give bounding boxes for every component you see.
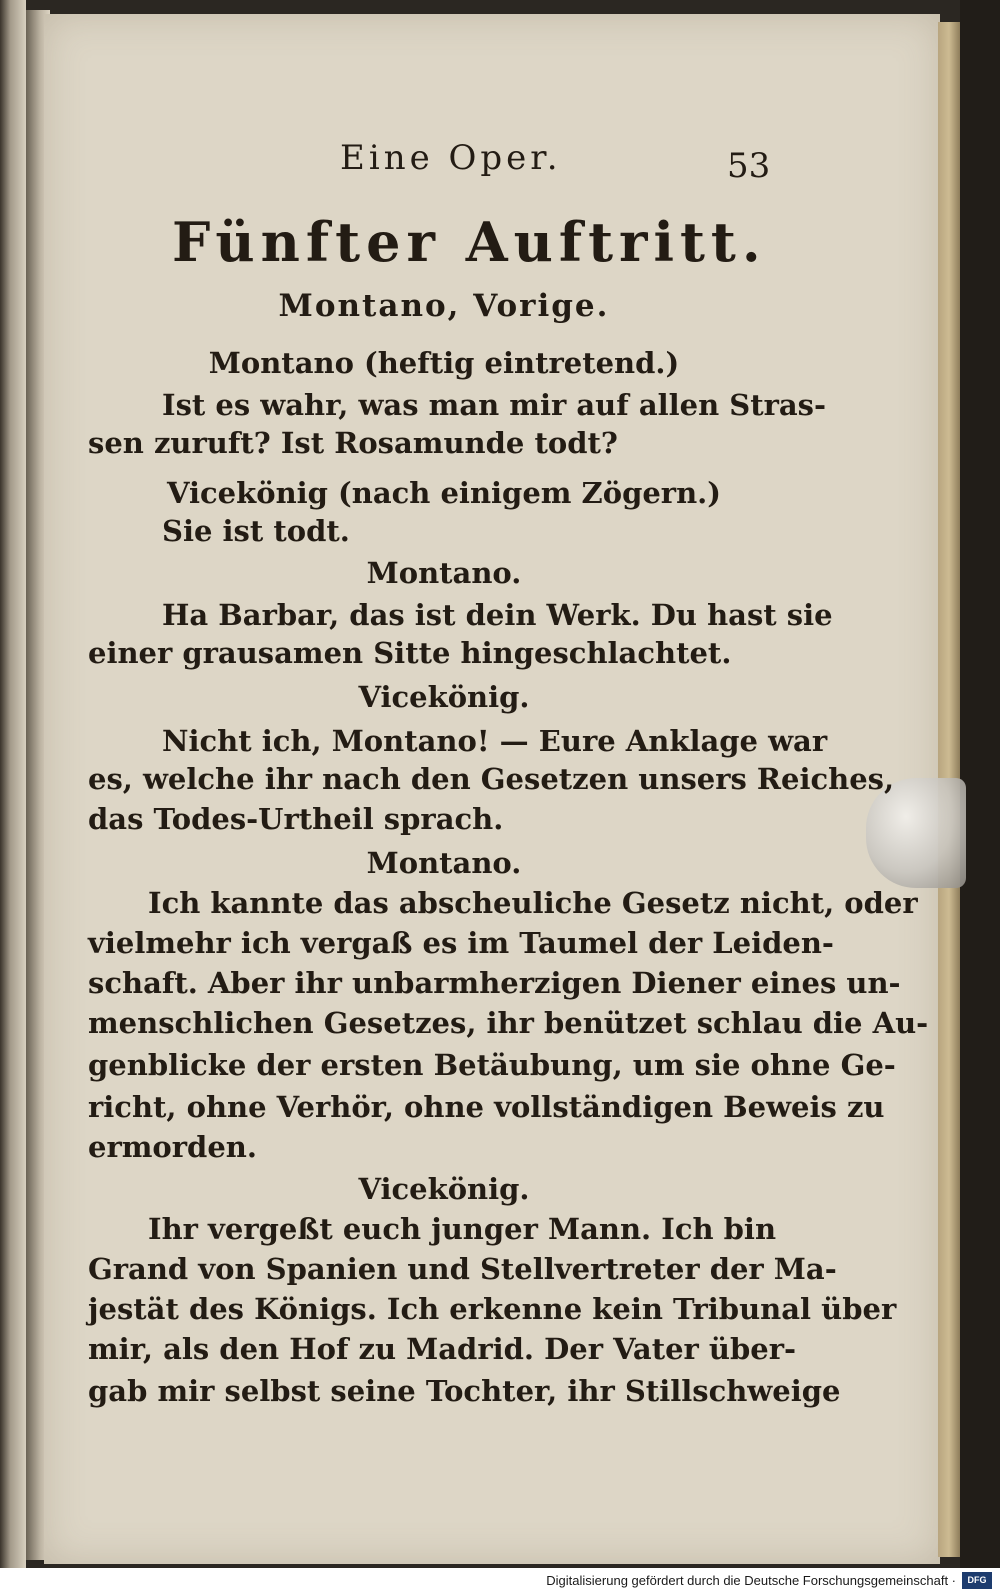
text-line: Ich kannte das abscheuliche Gesetz nicht, oder (148, 886, 918, 920)
left-page-edge (0, 0, 26, 1568)
text-line: sen zuruft? Ist Rosamunde todt? (88, 426, 618, 460)
scan-background (960, 0, 1000, 1568)
text-line: das Todes-Urtheil sprach. (88, 802, 504, 836)
funding-credit: Digitalisierung gefördert durch die Deutsche Forschungsgemeinschaft · (546, 1573, 956, 1588)
text-line: Ist es wahr, was man mir auf allen Stras- (162, 388, 827, 422)
text-line: vielmehr ich vergaß es im Taumel der Leiden- (88, 926, 834, 960)
speaker-line: Montano. (366, 846, 522, 880)
text-line: genblicke der ersten Betäubung, um sie ohne Ge- (88, 1048, 896, 1082)
speaker-line: Vicekönig. (358, 1172, 530, 1206)
speaker-line: Montano. (366, 556, 522, 590)
page-number: 53 (727, 146, 771, 186)
speaker-line: Vicekönig (nach einigem Zögern.) (167, 476, 721, 510)
text-line: es, welche ihr nach den Gesetzen unsers Reiches, (88, 762, 895, 796)
text-line: mir, als den Hof zu Madrid. Der Vater über- (88, 1332, 797, 1366)
running-header: Eine Oper. (340, 138, 562, 178)
footer-bar (0, 1568, 1000, 1594)
text-line: Grand von Spanien und Stellvertreter der Ma- (88, 1252, 837, 1286)
speaker-line: Montano (heftig eintretend.) (208, 346, 680, 380)
text-line: einer grausamen Sitte hingeschlachtet. (88, 636, 732, 670)
text-line: Nicht ich, Montano! — Eure Anklage war (162, 724, 828, 758)
text-line: Sie ist todt. (162, 514, 350, 548)
text-line: menschlichen Gesetzes, ihr benützet schlau die Au- (88, 1006, 929, 1040)
characters-line: Montano, Vorige. (278, 288, 610, 324)
dfg-logo: DFG (962, 1572, 992, 1589)
text-line: Ihr vergeßt euch junger Mann. Ich bin (148, 1212, 777, 1246)
text-line: jestät des Königs. Ich erkenne kein Tribunal über (88, 1292, 897, 1326)
text-line: schaft. Aber ihr unbarmherzigen Diener eines un- (88, 966, 901, 1000)
text-line: ermorden. (88, 1130, 257, 1164)
speaker-line: Vicekönig. (358, 680, 530, 714)
text-line: richt, ohne Verhör, ohne vollständigen Beweis zu (88, 1090, 885, 1124)
text-line: gab mir selbst seine Tochter, ihr Stillschweige (88, 1374, 841, 1408)
section-title: Fünfter Auftritt. (172, 210, 767, 274)
text-line: Ha Barbar, das ist dein Werk. Du hast sie (162, 598, 833, 632)
